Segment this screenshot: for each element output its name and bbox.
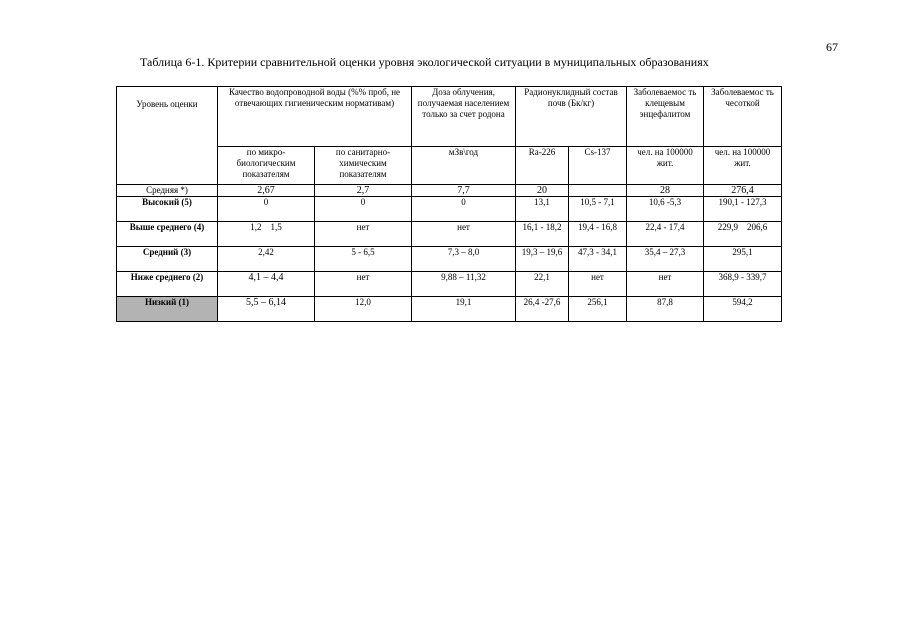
cell-cs: 47,3 - 34,1 — [569, 247, 627, 272]
cell-micro: 2,42 — [218, 247, 315, 272]
cell-cs: нет — [569, 272, 627, 297]
table-title: Таблица 6-1. Критерии сравнительной оценки уровня экологической ситуации в муниципальных образованиях — [140, 55, 709, 69]
cell-cold: 190,1 - 127,3 — [704, 197, 782, 222]
table-row — [117, 222, 782, 247]
cell-chem: 0 — [315, 197, 412, 222]
row-level: Выше среднего (4) — [117, 222, 218, 247]
table-row — [117, 297, 782, 322]
cell-dose: 7,3 – 8,0 — [412, 247, 516, 272]
header-tick: Заболеваемос ть клещевым энцефалитом — [627, 87, 704, 147]
subheader-chem: по санитарно-химическим показателям — [315, 147, 412, 185]
cell-chem: нет — [315, 222, 412, 247]
cell-ra: 20 — [516, 185, 569, 197]
cell-ra: 19,3 – 19,6 — [516, 247, 569, 272]
criteria-table — [116, 86, 782, 322]
header-radio: Радионуклидный состав почв (Бк/кг) — [516, 87, 627, 147]
subheader-micro: по микро-биологическим показателям — [218, 147, 315, 185]
cell-dose: 9,88 – 11,32 — [412, 272, 516, 297]
subheader-cs: Cs-137 — [569, 147, 627, 185]
header-water: Качество водопроводной воды (%% проб, не отвечающих гигиеническим нормативам) — [218, 87, 412, 147]
cell-cs: 256,1 — [569, 297, 627, 322]
subheader-cold-unit: чел. на 100000 жит. — [704, 147, 782, 185]
cell-tick: 87,8 — [627, 297, 704, 322]
subheader-dose-unit: мЗв\год — [412, 147, 516, 185]
cell-chem: 12,0 — [315, 297, 412, 322]
header-row — [117, 87, 782, 147]
cell-tick: 22,4 - 17,4 — [627, 222, 704, 247]
cell-dose: нет — [412, 222, 516, 247]
cell-chem: нет — [315, 272, 412, 297]
cell-cold: 368,9 - 339,7 — [704, 272, 782, 297]
cell-ra: 22,1 — [516, 272, 569, 297]
row-level: Низкий (1) — [117, 297, 218, 322]
cell-tick: нет — [627, 272, 704, 297]
row-level: Средняя *) — [117, 185, 218, 197]
cell-micro: 0 — [218, 197, 315, 222]
header-dose: Доза облучения, получаемая населением только за счет родона — [412, 87, 516, 147]
subheader-tick-unit: чел. на 100000 жит. — [627, 147, 704, 185]
row-level: Ниже среднего (2) — [117, 272, 218, 297]
row-level: Средний (3) — [117, 247, 218, 272]
cell-tick: 28 — [627, 185, 704, 197]
cell-cold: 276,4 — [704, 185, 782, 197]
cell-cold: 295,1 — [704, 247, 782, 272]
cell-dose: 0 — [412, 197, 516, 222]
cell-cold: 229,9 206,6 — [704, 222, 782, 247]
header-level: Уровень оценки — [117, 87, 218, 185]
cell-cs: 19,4 - 16,8 — [569, 222, 627, 247]
table-row — [117, 185, 782, 197]
subheader-ra: Ra-226 — [516, 147, 569, 185]
cell-ra: 26,4 -27,6 — [516, 297, 569, 322]
cell-tick: 10,6 -5,3 — [627, 197, 704, 222]
cell-cs: 10,5 - 7,1 — [569, 197, 627, 222]
cell-chem: 2,7 — [315, 185, 412, 197]
cell-dose: 19,1 — [412, 297, 516, 322]
cell-cs — [569, 185, 627, 197]
cell-micro: 4,1 – 4,4 — [218, 272, 315, 297]
cell-cold: 594,2 — [704, 297, 782, 322]
cell-tick: 35,4 – 27,3 — [627, 247, 704, 272]
table-row — [117, 247, 782, 272]
cell-dose: 7,7 — [412, 185, 516, 197]
header-cold: Заболеваемос ть чесоткой — [704, 87, 782, 147]
page-number: 67 — [826, 40, 838, 54]
cell-micro: 2,67 — [218, 185, 315, 197]
cell-chem: 5 - 6,5 — [315, 247, 412, 272]
table-row — [117, 272, 782, 297]
cell-ra: 13,1 — [516, 197, 569, 222]
cell-micro: 1,2 1,5 — [218, 222, 315, 247]
cell-micro: 5,5 – 6,14 — [218, 297, 315, 322]
row-level: Высокий (5) — [117, 197, 218, 222]
table-row — [117, 197, 782, 222]
cell-ra: 16,1 - 18,2 — [516, 222, 569, 247]
